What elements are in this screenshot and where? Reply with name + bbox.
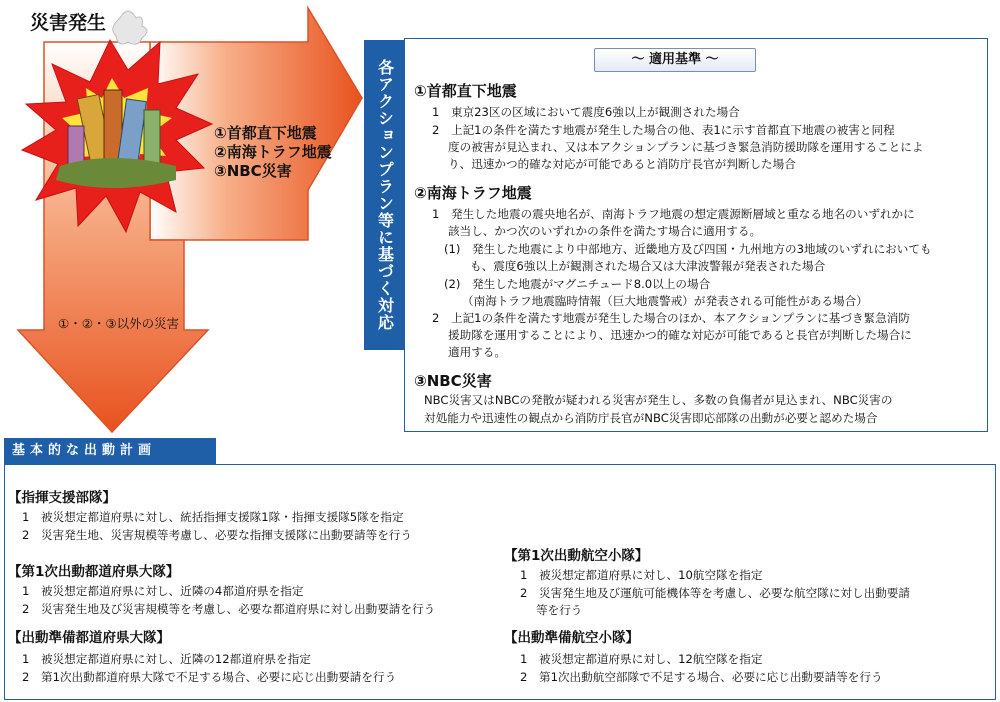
unit-line: 2 災害発生地及び運航可能機体等を考慮し、必要な航空隊に対し出動要請: [520, 586, 910, 600]
unit-line: 1 被災想定都道府県に対し、近隣の4都道府県を指定: [22, 584, 304, 598]
criteria-line: (2) 発生した地震がマグニチュード8.0以上の場合: [444, 277, 711, 291]
unit-title: 【第1次出動航空小隊】: [504, 548, 649, 564]
disaster-event-list: [214, 124, 332, 181]
criteria-line: （南海トラフ地震臨時情報（巨大地震警戒）が発表される可能性がある場合）: [462, 294, 868, 308]
unit-line: 2 災害発生地及び災害規模等を考慮し、必要な都道府県に対し出動要請を行う: [22, 602, 436, 616]
disaster-title: 災害発生: [30, 12, 107, 34]
criteria-line: 該当し、かつ次のいずれかの条件を満たす場合に適用する。: [448, 224, 762, 238]
event-item: ③NBC災害: [214, 162, 292, 180]
action-plan-label: 各アクションプラン等に基づく対応: [364, 40, 406, 350]
criteria-line: も、震度6強以上が観測された場合又は大津波警報が発表された場合: [470, 259, 826, 273]
unit-line: 1 被災想定都道府県に対し、12航空隊を指定: [520, 652, 763, 666]
event-item: ②南海トラフ地震: [214, 143, 332, 161]
criteria-line: 1 東京23区の区域において震度6強以上が観測された場合: [432, 105, 740, 119]
criteria-line: 2 上記1の条件を満たす地震が発生した場合のほか、本アクションプランに基づき緊急消防: [432, 311, 910, 325]
unit-line: 2 災害発生地、災害規模等考慮し、必要な指揮支援隊に出動要請等を行う: [22, 528, 412, 542]
unit-line: 2 第1次出動都道府県大隊で不足する場合、必要に応じ出動要請を行う: [22, 670, 397, 684]
unit-title: 【出動準備都道府県大隊】: [8, 630, 170, 646]
criteria-line: 1 発生した地震の震央地名が、南海トラフ地震の想定震源断層域と重なる地名のいずれかに: [432, 207, 915, 221]
unit-line: 1 被災想定都道府県に対し、近隣の12都道府県を指定: [22, 652, 311, 666]
unit-line: 1 被災想定都道府県に対し、統括指揮支援隊1隊・指揮支援隊5隊を指定: [22, 510, 404, 524]
event-item: ①首都直下地震: [214, 124, 317, 142]
unit-line: 2 第1次出動航空部隊で不足する場合、必要に応じ出動要請等を行う: [520, 670, 883, 684]
unit-line: 等を行う: [536, 603, 583, 617]
criteria-section-title: ①首都直下地震: [414, 82, 517, 100]
criteria-line: (1) 発生した地震により中部地方、近畿地方及び四国・九州地方の3地域のいずれにおいても: [444, 242, 932, 256]
unit-title: 【指揮支援部隊】: [8, 490, 116, 506]
unit-title: 【出動準備航空小隊】: [504, 630, 639, 646]
criteria-line: 度の被害が見込まれ、又は本アクションプランに基づき緊急消防援助隊を運用することによ: [448, 140, 924, 154]
criteria-line: 適用する。: [448, 345, 506, 359]
criteria-line: 援助隊を運用することにより、迅速かつ的確な対応が可能であると長官が判断した場合に: [448, 328, 912, 342]
dispatch-plan-title: 基本的な出動計画: [4, 438, 216, 464]
criteria-line: 2 上記1の条件を満たす地震が発生した場合の他、表1に示す首都直下地震の被害と同程: [432, 123, 895, 137]
criteria-line: り、迅速かつ的確な対応が可能であると消防庁長官が判断した場合: [448, 157, 796, 171]
unit-title: 【第1次出動都道府県大隊】: [8, 564, 180, 580]
criteria-section-title: ③NBC災害: [414, 372, 492, 390]
smoke-icon: [113, 11, 147, 44]
criteria-header: ～ 適用基準 ～: [594, 48, 756, 72]
unit-line: 1 被災想定都道府県に対し、10航空隊を指定: [520, 568, 763, 582]
other-disaster-label: ①・②・③以外の災害: [58, 316, 180, 331]
criteria-line: 対処能力や迅速性の観点から消防庁長官がNBC災害即応部隊の出動が必要と認めた場合: [424, 411, 878, 425]
criteria-line: NBC災害又はNBCの発散が疑われる災害が発生し、多数の負傷者が見込まれ、NBC災害の: [424, 393, 893, 407]
criteria-section-title: ②南海トラフ地震: [414, 184, 532, 202]
